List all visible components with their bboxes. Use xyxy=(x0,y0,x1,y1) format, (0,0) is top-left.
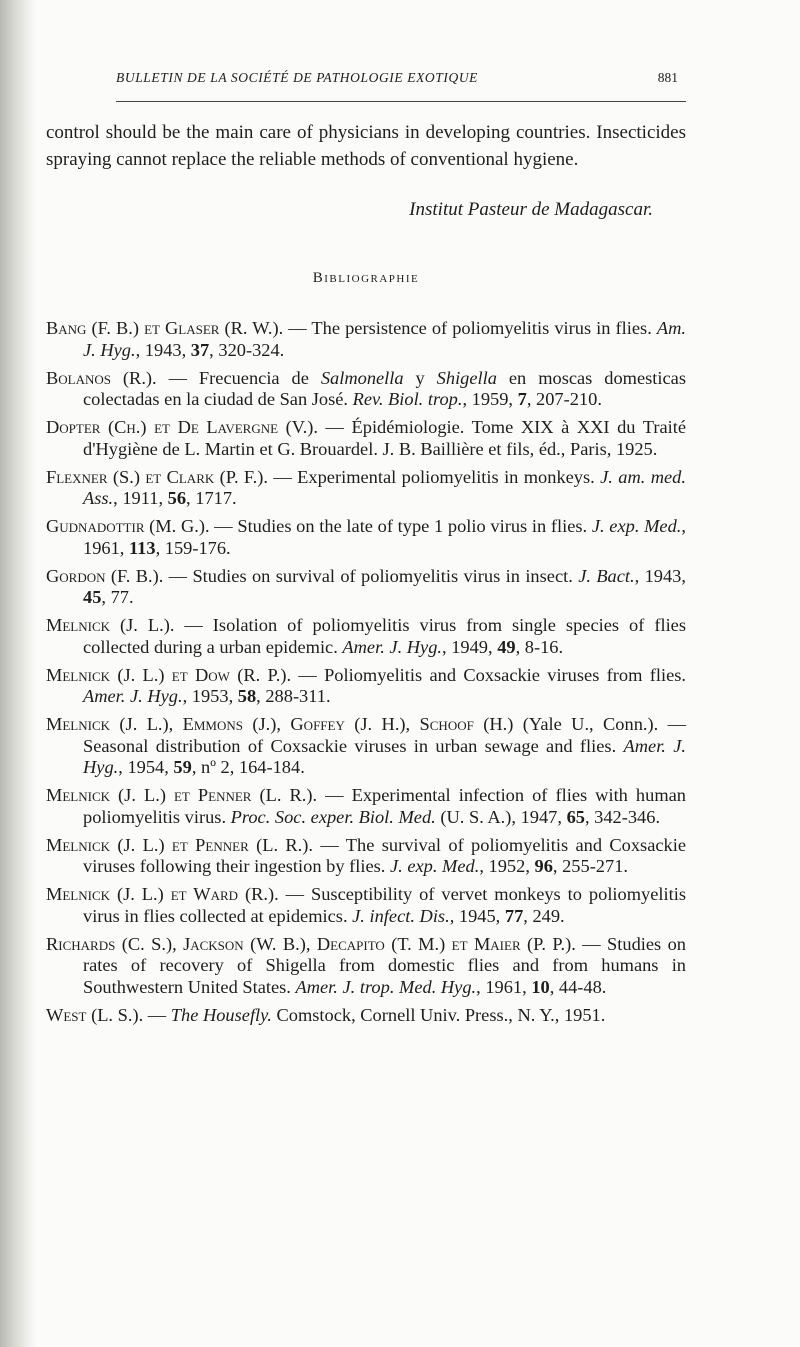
reference-pages: , 288-311. xyxy=(256,686,331,706)
reference-pages: , 1717. xyxy=(186,488,237,508)
reference-authors: Bolanos (R.). xyxy=(46,367,157,388)
reference-journal: Amer. J. Hyg. xyxy=(83,735,686,777)
reference-volume: 96 xyxy=(534,856,553,876)
reference-journal: Am. J. Hyg. xyxy=(83,318,686,360)
reference-italic-term: Shigella xyxy=(436,367,497,388)
reference-year: , 1959, xyxy=(462,389,518,409)
reference-item xyxy=(46,615,686,658)
reference-year: , 1954, xyxy=(118,757,174,777)
reference-text: — Poliomyelitis and Coxsackie viruses from flies. xyxy=(291,664,686,685)
reference-volume: 10 xyxy=(531,976,550,997)
reference-year: , 1943, xyxy=(135,339,191,360)
reference-authors: Melnick (J. L.). xyxy=(46,615,175,635)
reference-authors: Gudnadottir (M. G.). xyxy=(46,516,210,536)
reference-text: — The persistence of poliomyelitis virus in flies. xyxy=(283,318,657,338)
reference-item xyxy=(46,714,686,779)
reference-text: en moscas domesticas colectadas en la ciudad de San José. xyxy=(83,367,686,409)
reference-journal: Amer. J. Hyg. xyxy=(342,636,443,657)
reference-text: — Studies on rates of recovery of Shigella from domestic flies and from humans in Southwestern United States. xyxy=(83,933,687,997)
reference-list xyxy=(46,318,686,1033)
reference-year: (U. S. A.), 1947, xyxy=(435,806,567,827)
reference-item xyxy=(46,566,686,609)
reference-authors: Melnick (J. L.) et Penner (L. R.). xyxy=(46,834,314,855)
reference-year: , 1949, xyxy=(442,636,498,657)
reference-volume: 59 xyxy=(173,757,192,777)
reference-item xyxy=(46,417,686,460)
reference-item xyxy=(46,835,686,878)
page-number: 881 xyxy=(657,70,678,85)
page-binding-shadow xyxy=(0,0,36,1347)
running-header xyxy=(116,70,678,86)
reference-pages: , 320-324. xyxy=(209,339,285,360)
reference-text: (Yale U., Conn.). — Seasonal distribution of Coxsackie viruses in urban sewage and flies. xyxy=(83,714,686,756)
reference-journal: Amer. J. trop. Med. Hyg. xyxy=(295,976,477,997)
reference-text: — The survival of poliomyelitis and Coxsackie viruses following their ingestion by flies. xyxy=(83,834,686,876)
reference-journal: Amer. J. Hyg. xyxy=(83,686,183,706)
reference-italic-term: Salmonella xyxy=(320,367,404,388)
journal-title: BULLETIN DE LA SOCIÉTÉ DE PATHOLOGIE EXOTIQUE xyxy=(116,70,479,85)
reference-item xyxy=(46,884,686,927)
reference-item xyxy=(46,467,686,510)
reference-journal: Proc. Soc. exper. Biol. Med. xyxy=(230,806,436,827)
reference-item xyxy=(46,516,686,559)
reference-authors: Gordon (F. B.). xyxy=(46,565,164,586)
reference-text: — Studies on survival of poliomyelitis virus in insect. xyxy=(163,565,579,586)
reference-text: — Épidémiologie. Tome XIX à XXI du Traité d'Hygiène de L. Martin et G. Brouardel. J. B. Baillière et fils, éd., Paris, 1925. xyxy=(83,417,686,459)
header-rule xyxy=(116,101,686,102)
reference-book-title: The Housefly. xyxy=(170,1004,272,1025)
reference-volume: 56 xyxy=(167,488,187,508)
reference-authors: West (L. S.). xyxy=(46,1004,144,1025)
reference-volume: 65 xyxy=(566,806,585,827)
reference-year: , 1953, xyxy=(182,686,238,706)
reference-volume: 49 xyxy=(497,636,516,657)
reference-volume: 77 xyxy=(504,905,524,926)
reference-journal: J. Bact. xyxy=(578,565,635,586)
reference-item xyxy=(46,368,686,411)
reference-authors: Bang (F. B.) et Glaser (R. W.). xyxy=(46,318,284,338)
reference-volume: 37 xyxy=(190,339,210,360)
reference-year: , 1961, xyxy=(83,516,686,558)
bibliography-heading: Bibliographie xyxy=(312,270,420,286)
reference-pages: , 207-210. xyxy=(526,389,602,409)
reference-text: — Frecuencia de xyxy=(156,367,321,388)
reference-pages: , nº 2, 164-184. xyxy=(191,757,305,777)
reference-text: — Experimental infection of flies with human poliomyelitis virus. xyxy=(83,785,686,827)
reference-year: , 1961, xyxy=(476,976,532,997)
reference-item xyxy=(46,934,686,999)
reference-publisher: Comstock, Cornell Univ. Press., N. Y., 1951. xyxy=(271,1004,606,1025)
reference-authors: Richards (C. S.), Jackson (W. B.), Decapito (T. M.) et Maier (P. P.). xyxy=(46,933,576,954)
reference-pages: , 77. xyxy=(101,587,134,607)
reference-text: — Studies on the late of type 1 polio virus in flies. xyxy=(209,516,592,536)
intro-paragraph xyxy=(46,120,686,173)
reference-item xyxy=(46,1005,686,1027)
reference-journal: J. exp. Med. xyxy=(591,516,682,536)
reference-volume: 45 xyxy=(83,587,102,607)
reference-item xyxy=(46,785,686,828)
reference-authors: Dopter (Ch.) et De Lavergne (V.). xyxy=(46,417,318,437)
reference-journal: J. infect. Dis. xyxy=(352,905,450,926)
reference-pages: , 342-346. xyxy=(584,806,661,827)
reference-pages: , 255-271. xyxy=(552,856,628,876)
reference-authors: Flexner (S.) et Clark (P. F.). xyxy=(46,466,269,487)
reference-text: y xyxy=(403,367,437,388)
reference-journal: J. exp. Med. xyxy=(389,856,480,876)
reference-text: — Isolation of poliomyelitis virus from single species of flies collected during a urban epidemic. xyxy=(83,615,686,657)
reference-pages: , 44-48. xyxy=(549,976,607,997)
reference-item xyxy=(46,318,686,361)
reference-journal: Rev. Biol. trop. xyxy=(352,389,463,409)
reference-item xyxy=(46,665,686,708)
reference-journal: J. am. med. Ass. xyxy=(83,466,686,508)
reference-volume: 58 xyxy=(237,686,257,706)
reference-authors: Melnick (J. L.) et Penner (L. R.). xyxy=(46,785,318,805)
reference-pages: , 8-16. xyxy=(515,636,564,657)
reference-text: — Susceptibility of vervet monkeys to poliomyelitis virus in flies collected at epidemics. xyxy=(83,884,686,926)
reference-year: , 1945, xyxy=(449,905,505,926)
intro-text: control should be the main care of physicians in developing countries. Insecticides spraying cannot replace the reliable methods of conventional hygiene. xyxy=(46,122,686,170)
reference-pages: , 159-176. xyxy=(155,537,231,558)
reference-authors: Melnick (J. L.) et Dow (R. P.). xyxy=(46,664,292,685)
reference-year: , 1952, xyxy=(479,856,535,876)
affiliation: Institut Pasteur de Madagascar. xyxy=(409,199,653,220)
reference-text: — Experimental poliomyelitis in monkeys. xyxy=(268,466,601,487)
reference-pages: , 249. xyxy=(523,905,565,926)
reference-volume: 113 xyxy=(128,537,156,558)
reference-year: , 1911, xyxy=(113,488,168,508)
reference-authors: Melnick (J. L.), Emmons (J.), Goffey (J. H.), Schoof (H.) xyxy=(46,714,514,734)
reference-authors: Melnick (J. L.) et Ward (R.). xyxy=(46,884,279,904)
reference-year: , 1943, xyxy=(634,565,686,586)
reference-text: — xyxy=(143,1004,171,1025)
reference-volume: 7 xyxy=(517,389,527,409)
